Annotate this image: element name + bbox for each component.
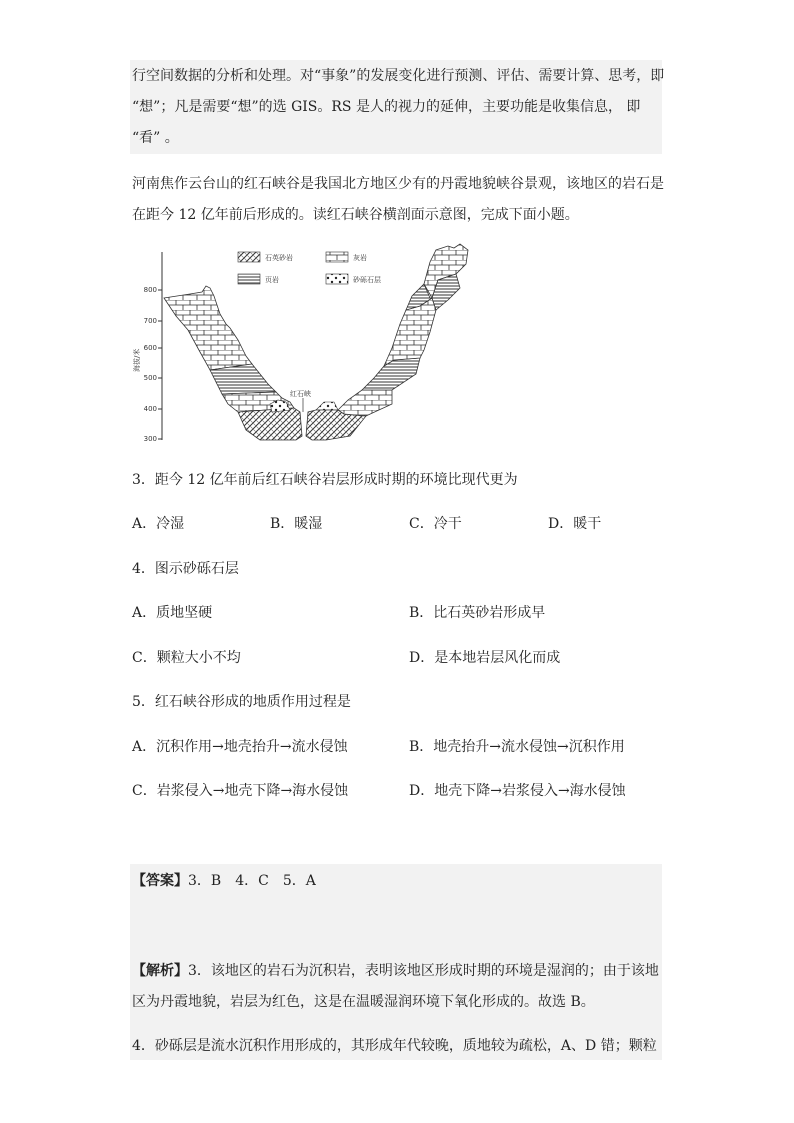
q4-option-b: B．比石英砂岩形成早: [409, 605, 546, 621]
q3-option-d: D．暖干: [548, 516, 602, 532]
intro-line-3: “看” 。: [132, 130, 179, 146]
tick-800: 800: [143, 286, 157, 294]
q4-option-c: C．颗粒大小不均: [132, 650, 241, 666]
legend-swatch-sandstone: [238, 252, 260, 262]
canyon-annotation: 红石峡: [290, 390, 311, 398]
legend-sandstone: 石英砂岩: [265, 254, 293, 262]
analysis-line-3: 4．砂砾层是流水沉积作用形成的，其形成年代较晚，质地较为疏松，A、D 错；颗粒: [132, 1038, 657, 1054]
q4-option-a: A．质地坚硬: [132, 605, 213, 621]
tick-500: 500: [143, 374, 157, 382]
legend-gravel: 砂砾石层: [353, 276, 381, 284]
q3-option-b: B．暖湿: [270, 516, 323, 532]
q4-stem: 4．图示砂砾石层: [132, 561, 239, 577]
analysis-label: 【解析】: [132, 963, 188, 979]
analysis-line-1: [132, 961, 659, 981]
axis-label: 海拔/米: [133, 348, 141, 372]
q5-option-a: A．沉积作用→地壳抬升→流水侵蚀: [132, 739, 348, 755]
legend-swatch-limestone: [326, 252, 348, 262]
legend-shale: 页岩: [265, 276, 279, 284]
tick-300: 300: [143, 435, 157, 443]
tick-600: 600: [143, 344, 157, 352]
canyon-profile-figure: [130, 240, 490, 450]
passage-line-1: 河南焦作云台山的红石峡谷是我国北方地区少有的丹霞地貌峡谷景观，该地区的岩石是: [132, 176, 664, 192]
y-axis-ticks: [158, 290, 162, 439]
intro-line-2: “想”；凡是需要“想”的选 GIS。RS 是人的视力的延伸，主要功能是收集信息， 即: [132, 99, 641, 115]
q5-option-b: B．地壳抬升→流水侵蚀→沉积作用: [409, 739, 625, 755]
analysis-text-1: 3．该地区的岩石为沉积岩，表明该地区形成时期的环境是湿润的；由于该地: [188, 963, 659, 979]
q5-stem: 5．红石峡谷形成的地质作用过程是: [132, 694, 351, 710]
q4-option-d: D．是本地岩层风化而成: [409, 650, 561, 666]
q3-option-c: C．冷干: [409, 516, 462, 532]
legend-swatch-gravel: [326, 274, 348, 284]
answer-line: [132, 871, 316, 891]
intro-line-1: 行空间数据的分析和处理。对“事象”的发展变化进行预测、评估、需要计算、思考，即: [132, 68, 665, 84]
answer-label: 【答案】: [132, 873, 188, 889]
q5-option-c: C．岩浆侵入→地壳下降→海水侵蚀: [132, 783, 349, 799]
q3-option-a: A．冷湿: [132, 516, 185, 532]
legend-swatch-shale: [238, 274, 260, 284]
legend: [238, 252, 381, 284]
answer-text: 3．B 4．C 5．A: [188, 873, 316, 889]
tick-400: 400: [143, 405, 157, 413]
analysis-line-2: 区为丹霞地貌，岩层为红色，这是在温暖湿润环境下氧化形成的。故选 B。: [132, 994, 595, 1010]
q5-option-d: D．地壳下降→岩浆侵入→海水侵蚀: [409, 783, 626, 799]
passage-line-2: 在距今 12 亿年前后形成的。读红石峡谷横剖面示意图，完成下面小题。: [132, 207, 579, 223]
q3-stem: 3．距今 12 亿年前后红石峡谷岩层形成时期的环境比现代更为: [132, 472, 518, 488]
legend-limestone: 灰岩: [353, 254, 367, 262]
tick-700: 700: [143, 317, 157, 325]
